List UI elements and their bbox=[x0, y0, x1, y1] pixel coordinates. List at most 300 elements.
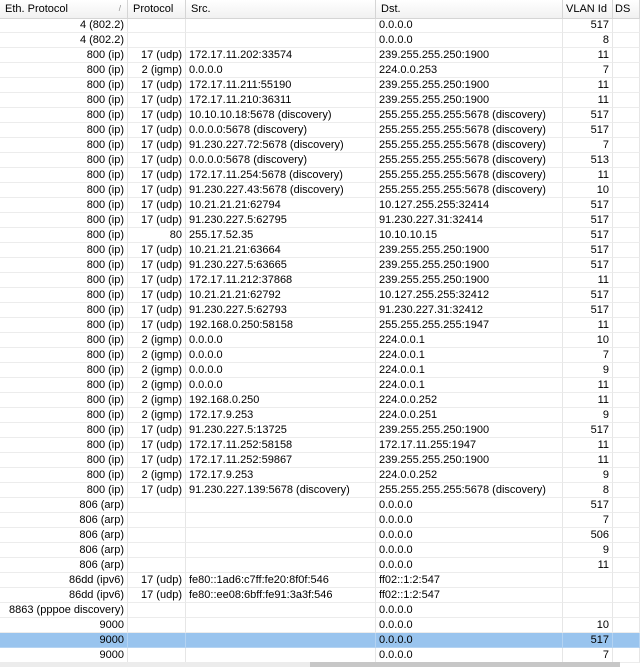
cell-eth-protocol: 800 (ip) bbox=[0, 213, 128, 228]
column-label: Protocol bbox=[133, 3, 174, 15]
cell-dst: 0.0.0.0 bbox=[376, 633, 563, 648]
cell-eth-protocol: 800 (ip) bbox=[0, 333, 128, 348]
cell-vlan-id: 10 bbox=[563, 183, 613, 198]
cell-dst: 10.10.10.15 bbox=[376, 228, 563, 243]
cell-src bbox=[186, 18, 376, 33]
cell-vlan-id: 11 bbox=[563, 48, 613, 63]
cell-ds bbox=[613, 573, 640, 588]
cell-ds bbox=[613, 18, 640, 33]
cell-ds bbox=[613, 213, 640, 228]
cell-protocol: 17 (udp) bbox=[128, 78, 186, 93]
cell-dst: 0.0.0.0 bbox=[376, 33, 563, 48]
cell-protocol: 17 (udp) bbox=[128, 258, 186, 273]
cell-protocol: 2 (igmp) bbox=[128, 363, 186, 378]
cell-dst: 255.255.255.255:5678 (discovery) bbox=[376, 183, 563, 198]
table-row[interactable] bbox=[0, 18, 640, 33]
cell-ds bbox=[613, 468, 640, 483]
cell-protocol: 2 (igmp) bbox=[128, 393, 186, 408]
cell-protocol: 80 bbox=[128, 228, 186, 243]
cell-protocol bbox=[128, 648, 186, 663]
cell-eth-protocol: 800 (ip) bbox=[0, 318, 128, 333]
cell-src bbox=[186, 528, 376, 543]
cell-src: 172.17.9.253 bbox=[186, 408, 376, 423]
table-row[interactable] bbox=[0, 468, 640, 483]
cell-src: 172.17.9.253 bbox=[186, 468, 376, 483]
cell-vlan-id: 517 bbox=[563, 213, 613, 228]
table-row[interactable] bbox=[0, 588, 640, 603]
cell-vlan-id: 11 bbox=[563, 393, 613, 408]
table-row[interactable] bbox=[0, 558, 640, 573]
cell-eth-protocol: 86dd (ipv6) bbox=[0, 588, 128, 603]
cell-protocol: 17 (udp) bbox=[128, 93, 186, 108]
cell-dst: 255.255.255.255:5678 (discovery) bbox=[376, 153, 563, 168]
cell-vlan-id: 7 bbox=[563, 513, 613, 528]
cell-src: 0.0.0.0 bbox=[186, 378, 376, 393]
cell-ds bbox=[613, 138, 640, 153]
cell-protocol: 17 (udp) bbox=[128, 153, 186, 168]
sort-indicator-icon: / bbox=[118, 4, 121, 13]
cell-eth-protocol: 806 (arp) bbox=[0, 513, 128, 528]
cell-eth-protocol: 800 (ip) bbox=[0, 348, 128, 363]
cell-ds bbox=[613, 438, 640, 453]
cell-eth-protocol: 800 (ip) bbox=[0, 363, 128, 378]
cell-src: 172.17.11.254:5678 (discovery) bbox=[186, 168, 376, 183]
cell-ds bbox=[613, 423, 640, 438]
cell-vlan-id: 10 bbox=[563, 618, 613, 633]
cell-src: 172.17.11.202:33574 bbox=[186, 48, 376, 63]
table-body bbox=[0, 18, 640, 663]
cell-vlan-id: 7 bbox=[563, 138, 613, 153]
column-header-protocol[interactable] bbox=[128, 0, 186, 18]
table-row[interactable] bbox=[0, 108, 640, 123]
table-row[interactable] bbox=[0, 378, 640, 393]
table-row[interactable] bbox=[0, 228, 640, 243]
cell-eth-protocol: 4 (802.2) bbox=[0, 18, 128, 33]
cell-src: 0.0.0.0 bbox=[186, 333, 376, 348]
cell-dst: 0.0.0.0 bbox=[376, 18, 563, 33]
table-row[interactable] bbox=[0, 618, 640, 633]
cell-eth-protocol: 800 (ip) bbox=[0, 93, 128, 108]
cell-src: 172.17.11.212:37868 bbox=[186, 273, 376, 288]
column-header-dst[interactable] bbox=[376, 0, 563, 18]
cell-src: 172.17.11.210:36311 bbox=[186, 93, 376, 108]
cell-dst: 255.255.255.255:5678 (discovery) bbox=[376, 483, 563, 498]
cell-eth-protocol: 9000 bbox=[0, 633, 128, 648]
cell-vlan-id: 8 bbox=[563, 483, 613, 498]
cell-ds bbox=[613, 123, 640, 138]
cell-protocol: 2 (igmp) bbox=[128, 333, 186, 348]
cell-src: 192.168.0.250:58158 bbox=[186, 318, 376, 333]
table-row[interactable] bbox=[0, 543, 640, 558]
table-row[interactable] bbox=[0, 213, 640, 228]
cell-ds bbox=[613, 513, 640, 528]
table-row[interactable] bbox=[0, 603, 640, 618]
cell-eth-protocol: 800 (ip) bbox=[0, 393, 128, 408]
cell-protocol bbox=[128, 633, 186, 648]
table-row[interactable] bbox=[0, 648, 640, 663]
column-label: Eth. Protocol bbox=[5, 3, 68, 15]
cell-eth-protocol: 9000 bbox=[0, 648, 128, 663]
cell-ds bbox=[613, 168, 640, 183]
cell-ds bbox=[613, 543, 640, 558]
cell-src: 172.17.11.252:58158 bbox=[186, 438, 376, 453]
table-row[interactable] bbox=[0, 363, 640, 378]
cell-src: 192.168.0.250 bbox=[186, 393, 376, 408]
cell-vlan-id: 517 bbox=[563, 123, 613, 138]
table-row[interactable] bbox=[0, 183, 640, 198]
cell-protocol: 17 (udp) bbox=[128, 168, 186, 183]
cell-eth-protocol: 800 (ip) bbox=[0, 483, 128, 498]
cell-src bbox=[186, 603, 376, 618]
cell-vlan-id: 517 bbox=[563, 498, 613, 513]
cell-eth-protocol: 800 (ip) bbox=[0, 378, 128, 393]
cell-protocol: 17 (udp) bbox=[128, 423, 186, 438]
table-row[interactable] bbox=[0, 153, 640, 168]
cell-eth-protocol: 806 (arp) bbox=[0, 543, 128, 558]
cell-dst: 255.255.255.255:5678 (discovery) bbox=[376, 168, 563, 183]
cell-vlan-id: 11 bbox=[563, 378, 613, 393]
cell-ds bbox=[613, 408, 640, 423]
table-row[interactable] bbox=[0, 513, 640, 528]
cell-protocol: 17 (udp) bbox=[128, 318, 186, 333]
cell-dst: 224.0.0.1 bbox=[376, 348, 563, 363]
cell-dst: 0.0.0.0 bbox=[376, 498, 563, 513]
table-row[interactable] bbox=[0, 78, 640, 93]
table-row[interactable] bbox=[0, 333, 640, 348]
cell-protocol: 2 (igmp) bbox=[128, 348, 186, 363]
cell-dst: 0.0.0.0 bbox=[376, 618, 563, 633]
table-row[interactable] bbox=[0, 123, 640, 138]
cell-protocol: 17 (udp) bbox=[128, 588, 186, 603]
cell-src: 0.0.0.0 bbox=[186, 348, 376, 363]
cell-vlan-id: 517 bbox=[563, 18, 613, 33]
cell-ds bbox=[613, 363, 640, 378]
cell-dst: 10.127.255.255:32412 bbox=[376, 288, 563, 303]
cell-dst: 239.255.255.250:1900 bbox=[376, 273, 563, 288]
cell-src bbox=[186, 648, 376, 663]
cell-ds bbox=[613, 648, 640, 663]
cell-dst: 255.255.255.255:5678 (discovery) bbox=[376, 138, 563, 153]
cell-dst: 0.0.0.0 bbox=[376, 543, 563, 558]
cell-ds bbox=[613, 183, 640, 198]
cell-src: fe80::ee08:6bff:fe91:3a3f:546 bbox=[186, 588, 376, 603]
cell-dst: 224.0.0.1 bbox=[376, 363, 563, 378]
table-row[interactable] bbox=[0, 633, 640, 648]
cell-eth-protocol: 800 (ip) bbox=[0, 153, 128, 168]
cell-ds bbox=[613, 453, 640, 468]
cell-ds bbox=[613, 318, 640, 333]
cell-protocol: 17 (udp) bbox=[128, 108, 186, 123]
cell-ds bbox=[613, 33, 640, 48]
cell-vlan-id: 517 bbox=[563, 198, 613, 213]
table-row[interactable] bbox=[0, 243, 640, 258]
cell-ds bbox=[613, 258, 640, 273]
cell-src: 91.230.227.5:62795 bbox=[186, 213, 376, 228]
cell-protocol: 17 (udp) bbox=[128, 123, 186, 138]
cell-eth-protocol: 800 (ip) bbox=[0, 273, 128, 288]
cell-vlan-id: 517 bbox=[563, 243, 613, 258]
cell-src: 172.17.11.252:59867 bbox=[186, 453, 376, 468]
table-row[interactable] bbox=[0, 273, 640, 288]
cell-ds bbox=[613, 48, 640, 63]
table-row[interactable] bbox=[0, 348, 640, 363]
cell-vlan-id: 11 bbox=[563, 318, 613, 333]
cell-vlan-id: 10 bbox=[563, 333, 613, 348]
cell-src bbox=[186, 33, 376, 48]
cell-dst: 255.255.255.255:5678 (discovery) bbox=[376, 108, 563, 123]
column-label: VLAN Id bbox=[566, 3, 607, 15]
table-row[interactable] bbox=[0, 198, 640, 213]
table-row[interactable] bbox=[0, 318, 640, 333]
cell-vlan-id: 8 bbox=[563, 33, 613, 48]
cell-protocol: 2 (igmp) bbox=[128, 63, 186, 78]
cell-dst: 224.0.0.251 bbox=[376, 408, 563, 423]
table-row[interactable] bbox=[0, 573, 640, 588]
cell-vlan-id: 9 bbox=[563, 408, 613, 423]
cell-dst: 239.255.255.250:1900 bbox=[376, 423, 563, 438]
cell-vlan-id: 517 bbox=[563, 258, 613, 273]
cell-protocol bbox=[128, 558, 186, 573]
cell-ds bbox=[613, 153, 640, 168]
table-header bbox=[0, 0, 640, 19]
cell-src bbox=[186, 558, 376, 573]
cell-protocol bbox=[128, 33, 186, 48]
cell-vlan-id: 11 bbox=[563, 453, 613, 468]
cell-vlan-id: 513 bbox=[563, 153, 613, 168]
cell-ds bbox=[613, 618, 640, 633]
cell-protocol: 2 (igmp) bbox=[128, 408, 186, 423]
table-row[interactable] bbox=[0, 423, 640, 438]
scrollbar-thumb[interactable] bbox=[310, 662, 620, 667]
column-header-vlan-id[interactable] bbox=[563, 0, 613, 18]
cell-protocol bbox=[128, 603, 186, 618]
cell-ds bbox=[613, 393, 640, 408]
column-header-src[interactable] bbox=[186, 0, 376, 18]
cell-ds bbox=[613, 633, 640, 648]
cell-protocol: 2 (igmp) bbox=[128, 378, 186, 393]
cell-eth-protocol: 800 (ip) bbox=[0, 258, 128, 273]
cell-src: 91.230.227.139:5678 (discovery) bbox=[186, 483, 376, 498]
table-row[interactable] bbox=[0, 453, 640, 468]
cell-dst: 91.230.227.31:32414 bbox=[376, 213, 563, 228]
cell-protocol: 17 (udp) bbox=[128, 213, 186, 228]
cell-ds bbox=[613, 348, 640, 363]
cell-dst: 255.255.255.255:5678 (discovery) bbox=[376, 123, 563, 138]
cell-eth-protocol: 800 (ip) bbox=[0, 423, 128, 438]
cell-src: 0.0.0.0:5678 (discovery) bbox=[186, 153, 376, 168]
cell-dst: 224.0.0.1 bbox=[376, 333, 563, 348]
cell-eth-protocol: 800 (ip) bbox=[0, 168, 128, 183]
cell-eth-protocol: 800 (ip) bbox=[0, 138, 128, 153]
cell-protocol: 17 (udp) bbox=[128, 198, 186, 213]
cell-ds bbox=[613, 498, 640, 513]
cell-ds bbox=[613, 63, 640, 78]
cell-dst: 0.0.0.0 bbox=[376, 648, 563, 663]
cell-src bbox=[186, 543, 376, 558]
cell-dst: 239.255.255.250:1900 bbox=[376, 258, 563, 273]
table-row[interactable] bbox=[0, 258, 640, 273]
cell-ds bbox=[613, 228, 640, 243]
table-row[interactable] bbox=[0, 168, 640, 183]
cell-vlan-id: 517 bbox=[563, 228, 613, 243]
cell-eth-protocol: 806 (arp) bbox=[0, 558, 128, 573]
table-row[interactable] bbox=[0, 393, 640, 408]
column-header-ds[interactable] bbox=[613, 0, 640, 18]
cell-vlan-id: 9 bbox=[563, 468, 613, 483]
table-row[interactable] bbox=[0, 93, 640, 108]
cell-dst: 0.0.0.0 bbox=[376, 528, 563, 543]
cell-ds bbox=[613, 483, 640, 498]
cell-eth-protocol: 800 (ip) bbox=[0, 468, 128, 483]
cell-eth-protocol: 800 (ip) bbox=[0, 78, 128, 93]
cell-protocol bbox=[128, 618, 186, 633]
cell-protocol: 17 (udp) bbox=[128, 288, 186, 303]
cell-dst: 239.255.255.250:1900 bbox=[376, 453, 563, 468]
cell-vlan-id: 11 bbox=[563, 438, 613, 453]
table-row[interactable] bbox=[0, 63, 640, 78]
cell-dst: 239.255.255.250:1900 bbox=[376, 93, 563, 108]
cell-dst: 224.0.0.252 bbox=[376, 468, 563, 483]
cell-eth-protocol: 800 (ip) bbox=[0, 288, 128, 303]
cell-src: 91.230.227.5:63665 bbox=[186, 258, 376, 273]
table-row[interactable] bbox=[0, 438, 640, 453]
cell-protocol: 17 (udp) bbox=[128, 183, 186, 198]
cell-eth-protocol: 4 (802.2) bbox=[0, 33, 128, 48]
cell-src: fe80::1ad6:c7ff:fe20:8f0f:546 bbox=[186, 573, 376, 588]
cell-src: 172.17.11.211:55190 bbox=[186, 78, 376, 93]
cell-protocol: 17 (udp) bbox=[128, 48, 186, 63]
cell-ds bbox=[613, 108, 640, 123]
cell-vlan-id: 11 bbox=[563, 78, 613, 93]
cell-vlan-id bbox=[563, 588, 613, 603]
cell-ds bbox=[613, 333, 640, 348]
cell-src bbox=[186, 633, 376, 648]
cell-src: 10.21.21.21:62794 bbox=[186, 198, 376, 213]
cell-ds bbox=[613, 198, 640, 213]
cell-src: 91.230.227.72:5678 (discovery) bbox=[186, 138, 376, 153]
cell-eth-protocol: 800 (ip) bbox=[0, 198, 128, 213]
cell-dst: 224.0.0.1 bbox=[376, 378, 563, 393]
cell-src bbox=[186, 513, 376, 528]
cell-vlan-id bbox=[563, 603, 613, 618]
cell-src: 255.17.52.35 bbox=[186, 228, 376, 243]
cell-src: 10.21.21.21:63664 bbox=[186, 243, 376, 258]
cell-dst: 239.255.255.250:1900 bbox=[376, 78, 563, 93]
cell-ds bbox=[613, 273, 640, 288]
table-row[interactable] bbox=[0, 48, 640, 63]
cell-vlan-id: 11 bbox=[563, 93, 613, 108]
table-row[interactable] bbox=[0, 498, 640, 513]
cell-src: 10.10.10.18:5678 (discovery) bbox=[186, 108, 376, 123]
cell-ds bbox=[613, 558, 640, 573]
cell-eth-protocol: 8863 (pppoe discovery) bbox=[0, 603, 128, 618]
cell-vlan-id: 517 bbox=[563, 288, 613, 303]
cell-dst: 239.255.255.250:1900 bbox=[376, 48, 563, 63]
cell-src bbox=[186, 498, 376, 513]
cell-dst: 224.0.0.253 bbox=[376, 63, 563, 78]
cell-eth-protocol: 806 (arp) bbox=[0, 498, 128, 513]
cell-ds bbox=[613, 243, 640, 258]
table-row[interactable] bbox=[0, 303, 640, 318]
cell-vlan-id: 517 bbox=[563, 423, 613, 438]
cell-src: 91.230.227.5:13725 bbox=[186, 423, 376, 438]
cell-eth-protocol: 800 (ip) bbox=[0, 123, 128, 138]
cell-dst: 224.0.0.252 bbox=[376, 393, 563, 408]
cell-ds bbox=[613, 303, 640, 318]
cell-vlan-id: 517 bbox=[563, 633, 613, 648]
cell-protocol bbox=[128, 528, 186, 543]
cell-dst: 255.255.255.255:1947 bbox=[376, 318, 563, 333]
cell-eth-protocol: 800 (ip) bbox=[0, 453, 128, 468]
cell-eth-protocol: 9000 bbox=[0, 618, 128, 633]
column-label: Src. bbox=[191, 3, 211, 15]
cell-eth-protocol: 806 (arp) bbox=[0, 528, 128, 543]
column-label: Dst. bbox=[381, 3, 401, 15]
cell-protocol bbox=[128, 498, 186, 513]
cell-vlan-id bbox=[563, 573, 613, 588]
cell-src bbox=[186, 618, 376, 633]
table-row[interactable] bbox=[0, 33, 640, 48]
cell-eth-protocol: 800 (ip) bbox=[0, 108, 128, 123]
cell-protocol bbox=[128, 18, 186, 33]
column-label: DS bbox=[615, 3, 631, 15]
table-row[interactable] bbox=[0, 408, 640, 423]
cell-protocol: 17 (udp) bbox=[128, 243, 186, 258]
cell-eth-protocol: 800 (ip) bbox=[0, 183, 128, 198]
cell-src: 91.230.227.43:5678 (discovery) bbox=[186, 183, 376, 198]
cell-protocol: 17 (udp) bbox=[128, 483, 186, 498]
cell-src: 91.230.227.5:62793 bbox=[186, 303, 376, 318]
cell-vlan-id: 11 bbox=[563, 273, 613, 288]
cell-vlan-id: 517 bbox=[563, 108, 613, 123]
cell-dst: 10.127.255.255:32414 bbox=[376, 198, 563, 213]
cell-dst: ff02::1:2:547 bbox=[376, 588, 563, 603]
cell-dst: 0.0.0.0 bbox=[376, 513, 563, 528]
cell-vlan-id: 7 bbox=[563, 648, 613, 663]
cell-protocol: 17 (udp) bbox=[128, 138, 186, 153]
cell-protocol: 17 (udp) bbox=[128, 453, 186, 468]
table-row[interactable] bbox=[0, 138, 640, 153]
cell-src: 10.21.21.21:62792 bbox=[186, 288, 376, 303]
cell-eth-protocol: 800 (ip) bbox=[0, 438, 128, 453]
cell-eth-protocol: 800 (ip) bbox=[0, 228, 128, 243]
cell-protocol: 17 (udp) bbox=[128, 303, 186, 318]
cell-ds bbox=[613, 78, 640, 93]
cell-eth-protocol: 800 (ip) bbox=[0, 408, 128, 423]
cell-dst: 239.255.255.250:1900 bbox=[376, 243, 563, 258]
cell-protocol: 17 (udp) bbox=[128, 438, 186, 453]
table-row[interactable] bbox=[0, 288, 640, 303]
cell-ds bbox=[613, 588, 640, 603]
cell-eth-protocol: 86dd (ipv6) bbox=[0, 573, 128, 588]
cell-src: 0.0.0.0 bbox=[186, 363, 376, 378]
cell-ds bbox=[613, 93, 640, 108]
cell-protocol: 17 (udp) bbox=[128, 273, 186, 288]
cell-vlan-id: 11 bbox=[563, 168, 613, 183]
table-row[interactable] bbox=[0, 483, 640, 498]
cell-vlan-id: 9 bbox=[563, 543, 613, 558]
column-header-eth-protocol[interactable] bbox=[0, 0, 128, 18]
cell-ds bbox=[613, 378, 640, 393]
cell-vlan-id: 9 bbox=[563, 363, 613, 378]
cell-vlan-id: 7 bbox=[563, 63, 613, 78]
table-row[interactable] bbox=[0, 528, 640, 543]
cell-dst: 172.17.11.255:1947 bbox=[376, 438, 563, 453]
cell-eth-protocol: 800 (ip) bbox=[0, 243, 128, 258]
horizontal-scrollbar[interactable] bbox=[0, 662, 620, 667]
cell-vlan-id: 517 bbox=[563, 303, 613, 318]
cell-src: 0.0.0.0:5678 (discovery) bbox=[186, 123, 376, 138]
